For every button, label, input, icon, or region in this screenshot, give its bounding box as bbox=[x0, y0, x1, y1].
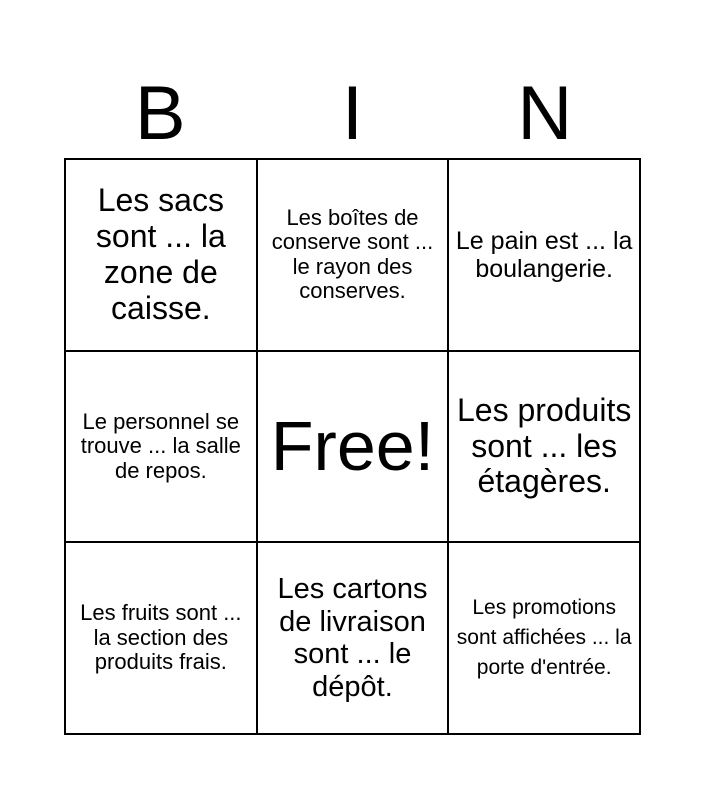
bingo-cell-8[interactable]: Les cartons de livraison sont ... le dépôt. bbox=[257, 542, 449, 734]
bingo-cell-3[interactable]: Le pain est ... la boulangerie. bbox=[448, 159, 640, 351]
bingo-cell-4[interactable]: Le personnel se trouve ... la salle de repos. bbox=[65, 351, 257, 543]
bingo-cell-2[interactable]: Les boîtes de conserve sont ... le rayon des conserves. bbox=[257, 159, 449, 351]
header-letter-b: B bbox=[134, 71, 186, 156]
free-space-cell[interactable]: Free! bbox=[257, 351, 449, 543]
bingo-grid bbox=[64, 158, 641, 735]
bingo-cell-1[interactable]: Les sacs sont ... la zone de caisse. bbox=[65, 159, 257, 351]
bingo-cell-9[interactable]: Les promotions sont affichées ... la porte d'entrée. bbox=[448, 542, 640, 734]
header-letter-n: N bbox=[517, 71, 573, 156]
bingo-cell-7[interactable]: Les fruits sont ... la section des produits frais. bbox=[65, 542, 257, 734]
bingo-header bbox=[64, 70, 641, 158]
bingo-cell-6[interactable]: Les produits sont ... les étagères. bbox=[448, 351, 640, 543]
header-letter-i: I bbox=[341, 71, 364, 156]
